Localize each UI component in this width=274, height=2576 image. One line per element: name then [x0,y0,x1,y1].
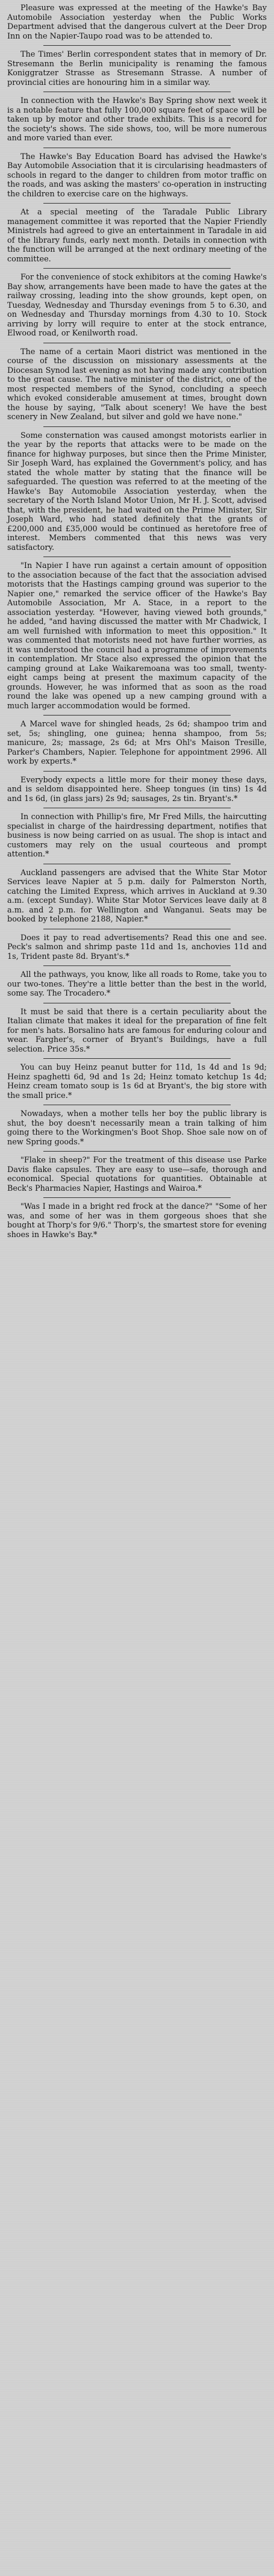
column-divider [43,426,231,427]
column-divider [43,1197,231,1198]
news-item-culvert: Pleasure was expressed at the meeting of the Hawke's Bay Automobile Association yesterday when the Public Works Department advised that the dangerous culvert at the Deer Drop Inn on the Napier-Taupo road was to be attended to. [7,4,267,41]
news-item-highway-finance: Some consternation was caused amongst motorists earlier in the year by the reports that attacks were to be made on the finance for highway purposes, but since then the Prime Minister, Sir Joseph Ward, has explained the Government's policy, and has stated the whole matter by stating that the finance will be safeguarded. The question was referred to at the meeting of the Hawke's Bay Automobile Association yesterday, when the secretary of the North Island Motor Union, Mr H. J. Scott, advised that, with the president, he had waited on the Prime Minister, Sir Joseph Ward, who had stated definitely that the grants of £200,000 and £35,000 would be continued as heretofore free of interest. Members commented that this news was very satisfactory. [7,431,267,552]
news-item-stock-exhibitors: For the convenience of stock exhibitors at the coming Hawke's Bay show, arrangements have been made to have the gates at the railway crossing, leading into the show grounds, kept open, on Tuesday, Wednesday and Thursday evenings from 5 to 6.30, and on Wednesday and Thursday mornings from 4.30 to 10. Stock arriving by lorry will require to enter at the stock entrance, Elwood road, or Kenilworth road. [7,273,267,338]
advert-hairdressing: In connection with Phillip's fire, Mr Fred Mills, the haircutting specialist in charge of the hairdressing department, notifies that business is now being carried on as usual. The shop is intact and customers may rely on the usual courteous and prompt attention.* [7,812,267,859]
column-divider [43,45,231,46]
advert-borsalino-hats: It must be said that there is a certain peculiarity about the Italian climate that makes it ideal for the preparation of fine felt for men's hats. Borsalino hats are famous for enduring colour and wear. Fargher's, corner of Bryant's Buildings, have a full selection. Price 35s.* [7,1007,267,1054]
advert-trocadero: All the pathways, you know, like all roads to Rome, take you to our two-tones. They're a little better than the best in the world, some say. The Trocadero.* [7,970,267,998]
news-item-education-board: The Hawke's Bay Education Board has advised the Hawke's Bay Automobile Association that it is circularising headmasters of schools in regard to the danger to children from motor traffic on the roads, and was asking the masters' co-operation in instructing the children to exercise care on the highways. [7,152,267,199]
news-item-maori-district: The name of a certain Maori district was mentioned in the course of the discussion on missionary assessments at the Diocesan Synod last evening as not having made any contribution to the great cause. The native minister of the district, one of the most respected members of the Synod, concluding a speech which evoked considerable amusement at times, brought down the house by saying, "Talk about scenery! We have the best scenery in New Zealand, but silver and gold we have none." [7,347,267,422]
column-divider [43,1058,231,1059]
column-divider [43,203,231,204]
advert-evening-shoes: "Was I made in a bright red frock at the dance?" "Some of her was, and some of her was in them gorgeous shoes that she bought at Thorp's for 9/6." Thorp's, the smartest store for evening shoes in Hawke's Bay.* [7,1202,267,1240]
news-item-taradale-library: At a special meeting of the Taradale Public Library management committee it was reported that the Napier Friendly Ministrels had agreed to give an entertainment in Taradale in aid of the library funds, early next month. Details in connection with the function will be arranged at the next ordinary meeting of the committee. [7,208,267,264]
column-divider [43,268,231,269]
news-item-spring-show: In connection with the Hawke's Bay Spring show next week it is a notable feature that fully 100,000 square feet of space will be taken up by motor and other trade exhibits. This is a record for the society's shows. The side shows, too, will be more numerous and more varied than ever. [7,96,267,143]
advert-boot-shop: Nowadays, when a mother tells her boy the public library is shut, the boy doesn't necessarily mean a train talking of him going there to the Workingmen's Boot Shop. Shoe sale now on of new Spring goods.* [7,1109,267,1147]
column-divider [43,1151,231,1152]
column-divider [43,965,231,966]
news-item-camping-ground: "In Napier I have run against a certain amount of opposition to the association because of the fact that the association advised motorists that the Hastings camping ground was superior to the Napier one," remarked the service officer of the Hawke's Bay Automobile Association, Mr A. Stace, in a report to the association yesterday. "However, having viewed both grounds," he added, "and having discussed the matter with Mr Chadwick, I am well furnished with information to meet this opposition." It was commented that motorists need not have further worries, as it was understood the council had a programme of improvements in contemplation. Mr Stace also expressed the opinion that the camping ground at Lake Waikaremoana was too small, twenty-eight camps being at present the maximum capacity of the grounds. However, he was informed that as soon as the road round the lake was opened up a new camping ground with a much larger accommodation would be formed. [7,561,267,711]
advert-sheep-tongues: Everybody expects a little more for their money these days, and is seldom disappointed here. Sheep tongues (in tins) 1s 4d and 1s 6d, (in glass jars) 2s 9d; sausages, 2s tin. Bryant's.* [7,775,267,803]
advert-heinz: You can buy Heinz peanut butter for 11d, 1s 4d and 1s 9d; Heinz spaghetti 6d, 9d and 1s 2d; Heinz tomato ketchup 1s 4d; Heinz cream tomato soup is 1s 6d at Bryant's, the big store with the small price.* [7,1063,267,1100]
advert-flake-capsules: "Flake in sheep?" For the treatment of this disease use Parke Davis flake capsules. They are easy to use—safe, thorough and economical. Special quotations for quantities. Obtainable at Beck's Pharmacies Napier, Hastings and Wairoa.* [7,1156,267,1193]
advert-white-star-motors: Auckland passengers are advised that the White Star Motor Services leave Napier at 5 p.m. daily for Palmerston North, catching the Limited Express, which arrives in Auckland at 9.30 a.m. (except Sunday). White Star Motor Services leave daily at 8 a.m. and 2 p.m. for Wellington and Wanganui. Seats may be booked by telephone 2188, Napier.* [7,868,267,924]
column-divider [43,771,231,772]
column-divider [43,715,231,716]
advert-salmon-paste: Does it pay to read advertisements? Read this one and see. Peck's salmon and shrimp paste 11d and 1s, anchovies 11d and 1s, Trident paste 8d. Bryant's.* [7,933,267,961]
news-item-stresemann: The Times' Berlin correspondent states that in memory of Dr. Stresemann the Berlin municipality is renaming the famous Koniggratzer Strasse as Stresemann Strasse. A number of provincial cities are honouring him in a similar way. [7,50,267,87]
advert-marcel-wave: A Marcel wave for shingled heads, 2s 6d; shampoo trim and set, 5s; shingling, one guinea; henna shampoo, from 5s; manicure, 2s; massage, 2s 6d; at Mrs Ohl's Maison Tresille, Parker's Chambers, Napier. Telephone for appointment 2996. All work by experts.* [7,720,267,766]
